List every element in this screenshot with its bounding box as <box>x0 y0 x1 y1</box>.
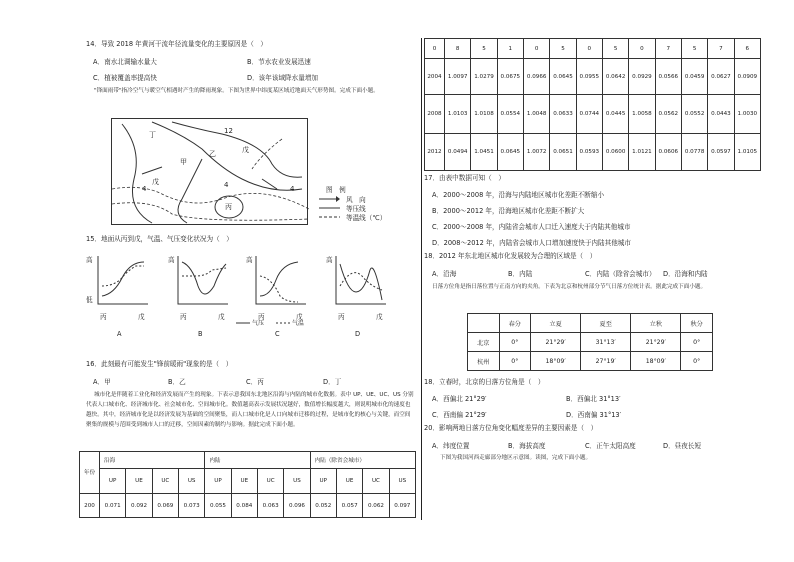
cell: 0.071 <box>100 494 126 518</box>
chart-d-x-right: 戊 <box>376 313 383 321</box>
cell: 0.0778 <box>681 134 707 171</box>
table-row <box>80 494 416 518</box>
urbanization-table-head <box>79 451 416 518</box>
q20-stem: 20．影响两地日落方位角变化幅度差异的主要因素是（ ） <box>424 424 598 432</box>
header-cell: 春分 <box>499 314 531 333</box>
cell: 0.0627 <box>708 59 734 95</box>
cell: 0.055 <box>205 494 231 518</box>
table-header-row <box>468 314 713 333</box>
cell: 北京 <box>468 333 500 352</box>
cell: 1.0030 <box>734 95 760 134</box>
q18a-option-a[interactable]: A．沿海 <box>432 270 457 278</box>
cell: 7 <box>708 39 734 59</box>
table-row <box>468 333 713 352</box>
chart-a-low: 低 <box>86 296 93 304</box>
sub-us-3: US <box>389 469 415 494</box>
q15-option-a[interactable]: A <box>117 330 122 338</box>
cell: 0.084 <box>231 494 257 518</box>
place-wu-east: 戊 <box>242 146 249 154</box>
place-wu-west: 戊 <box>152 178 159 186</box>
cell: 0.0744 <box>576 95 602 134</box>
cell: 0.0966 <box>523 59 549 95</box>
cell: 杭州 <box>468 352 500 371</box>
q18a-option-c[interactable]: C．内陆（除省会城市） <box>585 270 656 278</box>
cell: 1.0108 <box>471 95 497 134</box>
cell: 0.069 <box>152 494 178 518</box>
legend-wind: 风 向 <box>346 195 366 204</box>
cell: 0.0909 <box>734 59 760 95</box>
cell: 31°13′ <box>581 333 631 352</box>
col-year: 年份 <box>80 452 100 494</box>
q15-legend <box>236 318 304 327</box>
cell: 2008 <box>425 95 445 134</box>
temperature-line-icon <box>276 320 290 326</box>
chart-b-x-right: 戊 <box>218 313 225 321</box>
cell: 0.0562 <box>655 95 681 134</box>
chart-a-x-right: 戊 <box>138 313 145 321</box>
q18a-stem: 18．2012 年东北地区城市化发展较为合理的区域是（ ） <box>424 252 597 260</box>
col-inland-ex-capital: 内陆（除省会城市） <box>310 452 415 469</box>
header-cell: 立秋 <box>631 314 681 333</box>
cell: 0.0929 <box>629 59 655 95</box>
chart-a-high: 高 <box>86 256 93 264</box>
cell: 0.0955 <box>576 59 602 95</box>
q18b-stem: 18．立春时，北京的日落方位角是（ ） <box>424 378 545 386</box>
isobar-label-12: 12 <box>224 127 233 135</box>
col-inland: 内陆 <box>205 452 310 469</box>
sub-up-1: UP <box>100 469 126 494</box>
isobar-label-4c: 4 <box>224 181 229 189</box>
q16-option-a[interactable]: A．甲 <box>93 378 111 386</box>
cell: 1.0103 <box>445 95 471 134</box>
chart-d-x-left: 丙 <box>338 313 345 321</box>
cell: 0.073 <box>178 494 204 518</box>
sub-uc-2: UC <box>257 469 283 494</box>
sub-uc-1: UC <box>152 469 178 494</box>
isobar-label-4a: 4 <box>142 185 147 193</box>
cell: 0.0443 <box>708 95 734 134</box>
q18a-option-d[interactable]: D．沿海和内陆 <box>663 270 708 278</box>
cell: 1.0048 <box>523 95 549 134</box>
cell: 2012 <box>425 134 445 171</box>
place-bing: 丙 <box>225 203 232 211</box>
q17-option-c[interactable]: C．2000～2008 年，内陆省会城市人口迁入速度大于内陆其他城市 <box>432 223 631 231</box>
header-cell: 立夏 <box>531 314 581 333</box>
column-divider <box>421 38 422 520</box>
chart-c <box>254 256 306 306</box>
q17-option-a[interactable]: A．2000～2008 年，沿海与内陆地区城市化差距不断缩小 <box>432 191 605 199</box>
legend-title: 图 例 <box>326 186 346 194</box>
q18a-option-b[interactable]: B．内陆 <box>508 270 533 278</box>
sub-us-2: US <box>284 469 310 494</box>
q20-option-c[interactable]: C．正午太阳高度 <box>585 442 636 450</box>
table-row <box>425 59 761 95</box>
cell: 0.0445 <box>602 95 628 134</box>
cell: 0.062 <box>363 494 389 518</box>
chart-b-x-left: 丙 <box>180 313 187 321</box>
cell: 7 <box>655 39 681 59</box>
cell: 0.0593 <box>576 134 602 171</box>
q14-option-a[interactable]: A．南水北调输水量大 <box>93 58 157 66</box>
cell: 0° <box>499 352 531 371</box>
sub-ue-1: UE <box>126 469 152 494</box>
table-row <box>425 134 761 171</box>
cell: 0.0554 <box>497 95 523 134</box>
place-yi: 乙 <box>209 150 216 158</box>
q15-stem: 15．地面从丙到戊，气温、气压变化状况为（ ） <box>86 235 233 243</box>
q17-option-d[interactable]: D．2008～2012 年，内陆省会城市人口增加速度快于内陆其他城市 <box>432 239 631 247</box>
q15-option-c[interactable]: C <box>275 330 280 338</box>
cell: 0.0600 <box>602 134 628 171</box>
cell: 0 <box>523 39 549 59</box>
header-cell: 夏至 <box>581 314 631 333</box>
sub-ue-2: UE <box>231 469 257 494</box>
q14-stem: 14．导致 2018 年黄河干流年径流量变化的主要原因是（ ） <box>86 40 268 48</box>
cell: 0.052 <box>310 494 336 518</box>
pressure-line-icon <box>236 320 250 326</box>
cell: 0.057 <box>336 494 362 518</box>
q14-option-c[interactable]: C．植被覆盖率提高快 <box>93 74 157 82</box>
cell: 0 <box>629 39 655 59</box>
q20-option-d[interactable]: D．昼夜长短 <box>663 442 702 450</box>
header-cell <box>468 314 500 333</box>
place-jia: 甲 <box>180 158 187 166</box>
q16-option-c[interactable]: C．丙 <box>246 378 264 386</box>
cell: 0.063 <box>257 494 283 518</box>
q18b-option-b[interactable]: B．西偏北 31°13′ <box>566 395 621 403</box>
wind-arrow-icon <box>318 196 340 202</box>
cell: 1.0072 <box>523 134 549 171</box>
legend-pressure: 气压 <box>252 320 265 327</box>
chart-d-high: 高 <box>326 256 333 264</box>
cell: 2004 <box>425 59 445 95</box>
legend-isotherm: 等温线（℃） <box>346 213 387 222</box>
cell: 0.0675 <box>497 59 523 95</box>
cell: 1.0105 <box>734 134 760 171</box>
cell: 5 <box>602 39 628 59</box>
table-row <box>425 95 761 134</box>
cell: 1.0279 <box>471 59 497 95</box>
cell: 0.096 <box>284 494 310 518</box>
sub-up-2: UP <box>205 469 231 494</box>
chart-b-high: 高 <box>168 256 175 264</box>
cell: 1.0121 <box>629 134 655 171</box>
q15-option-b[interactable]: B <box>198 330 203 338</box>
q15-option-d[interactable]: D <box>355 330 361 338</box>
intro-sunset: 日落方位角是指日落位置与正南方向的夹角。下表为北京和杭州部分节气日落方位统计表。据此完成下面小题。 <box>432 284 707 290</box>
sub-up-3: UP <box>310 469 336 494</box>
q16-option-b[interactable]: B．乙 <box>168 378 186 386</box>
cell: 200 <box>80 494 100 518</box>
cell: 0.0642 <box>602 59 628 95</box>
cell: 6 <box>734 39 760 59</box>
cell: 0.097 <box>389 494 415 518</box>
cell: 0.0606 <box>655 134 681 171</box>
q16-stem: 16．此刻最有可能发生"锋前暖雨"现象的是（ ） <box>86 360 233 368</box>
cell: 21°29′ <box>531 333 581 352</box>
chart-b <box>176 256 228 306</box>
chart-a-x-left: 丙 <box>100 313 107 321</box>
place-ding: 丁 <box>149 131 156 139</box>
sunset-azimuth-table <box>467 313 713 371</box>
table-row <box>468 352 713 371</box>
weather-map <box>111 118 308 225</box>
q14-option-b[interactable]: B．节水农业发展迅速 <box>247 58 311 66</box>
cell: 5 <box>550 39 576 59</box>
q16-option-d[interactable]: D．丁 <box>323 378 342 386</box>
urbanization-table-continued <box>424 38 761 171</box>
cell: 18°09′ <box>631 352 681 371</box>
cell: 1 <box>497 39 523 59</box>
q20-option-a[interactable]: A．纬度位置 <box>432 442 470 450</box>
cell: 5 <box>681 39 707 59</box>
cell: 1.0097 <box>445 59 471 95</box>
cell: 0.0651 <box>550 134 576 171</box>
cell: 0.0597 <box>708 134 734 171</box>
cell: 0.092 <box>126 494 152 518</box>
cell: 0.0633 <box>550 95 576 134</box>
chart-d <box>334 256 386 306</box>
legend-isobar: 等压线 <box>346 204 366 213</box>
q20-option-b[interactable]: B．海拔高度 <box>508 442 546 450</box>
isobar-label-4b: 4 <box>290 185 295 193</box>
cell: 1.0058 <box>629 95 655 134</box>
isotherm-line-icon <box>318 214 340 220</box>
q14-option-d[interactable]: D．该年该域降水量增加 <box>247 74 319 82</box>
sub-us-1: US <box>178 469 204 494</box>
cell: 21°29′ <box>631 333 681 352</box>
cell: 0.0494 <box>445 134 471 171</box>
chart-a <box>96 256 148 306</box>
q18b-option-d[interactable]: D．西南偏 31°13′ <box>566 411 622 419</box>
legend-temperature: 气温 <box>292 320 305 327</box>
chart-c-x-right: 戊 <box>296 313 303 321</box>
cell: 0° <box>499 333 531 352</box>
cell: 5 <box>471 39 497 59</box>
cell: 27°19′ <box>581 352 631 371</box>
q18b-option-c[interactable]: C．西南偏 21°29′ <box>432 411 487 419</box>
cell: 18°09′ <box>531 352 581 371</box>
sub-uc-3: UC <box>363 469 389 494</box>
cell: 0.0552 <box>681 95 707 134</box>
q18b-option-a[interactable]: A．西偏北 21°29′ <box>432 395 487 403</box>
col-coastal: 沿海 <box>100 452 205 469</box>
cell: 0° <box>681 352 713 371</box>
intro-urbanization: 城市化是伴随着工业化和经济发展而产生的现象。下表示意我国东北地区沿海与内陆的城市化数据。表中 UP、UE、UC、US 分别代表人口城市化、经济城市化、社会城市化、空间城市化。数值越高表示发展状况越好，数值增长幅度越大，则说明城市化的速度也越快。其中，经济城市化是以经济发展为基础的空间聚集，而人口城市化是人口向城市迁移的过程，是城市化的核心与关键，而空间聚集的规模与范围受到城市人口的迁移，空间因素的制约与影响。据此完成下面小题。 <box>86 392 414 428</box>
cell: 0° <box>681 333 713 352</box>
chart-c-high: 高 <box>246 256 253 264</box>
intro-weather: "锋面雨带"指冷空气与暖空气相遇时产生的降雨现象。下图为世界中纬度某区域近地面天气形势图。完成下面小题。 <box>94 88 379 94</box>
table-row <box>425 39 761 59</box>
cell: 0 <box>425 39 445 59</box>
cell: 0 <box>576 39 602 59</box>
cell: 1.0451 <box>471 134 497 171</box>
q17-option-b[interactable]: B．2000～2012 年，沿海地区城市化差距不断扩大 <box>432 207 585 215</box>
sub-ue-3: UE <box>336 469 362 494</box>
cell: 0.0645 <box>497 134 523 171</box>
isobar-line-icon <box>318 205 340 211</box>
cell: 8 <box>445 39 471 59</box>
q17-stem: 17．由表中数据可知（ ） <box>424 174 505 182</box>
cell: 0.0459 <box>681 59 707 95</box>
map-legend <box>318 184 386 221</box>
q15-charts <box>86 254 416 334</box>
intro-hexi: 下图为我国河西走廊部分地区示意图。读图，完成下面小题。 <box>440 455 592 461</box>
cell: 0.0645 <box>550 59 576 95</box>
cell: 0.0566 <box>655 59 681 95</box>
header-cell: 秋分 <box>681 314 713 333</box>
chart-c-x-left: 丙 <box>258 313 265 321</box>
